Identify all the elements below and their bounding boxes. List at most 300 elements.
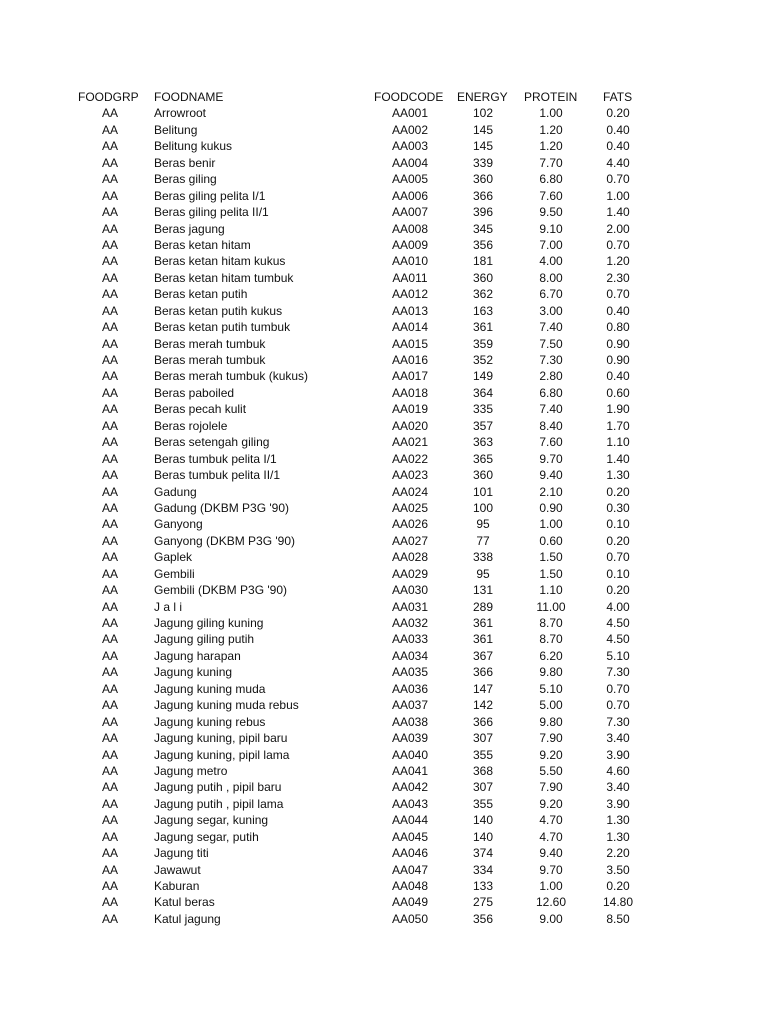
cell-protein: 9.80 xyxy=(539,665,563,680)
cell-fats: 2.20 xyxy=(606,846,630,861)
cell-energy: 357 xyxy=(472,418,494,433)
cell-foodcode: AA025 xyxy=(391,500,429,515)
cell-foodcode: AA045 xyxy=(391,829,429,844)
cell-foodgrp: AA xyxy=(101,665,118,680)
cell-foodcode: AA020 xyxy=(391,418,429,433)
cell-protein: 7.90 xyxy=(539,731,563,746)
cell-foodcode: AA039 xyxy=(391,731,429,746)
table-row xyxy=(0,714,768,730)
cell-energy: 356 xyxy=(472,911,494,926)
cell-fats: 0.20 xyxy=(606,106,630,121)
cell-foodgrp: AA xyxy=(101,484,118,499)
cell-foodgrp: AA xyxy=(101,418,118,433)
table-row xyxy=(0,484,768,500)
cell-foodcode: AA014 xyxy=(391,320,429,335)
cell-foodcode: AA031 xyxy=(391,599,429,614)
cell-foodname: Belitung xyxy=(154,122,198,137)
cell-foodcode: AA048 xyxy=(391,879,429,893)
cell-foodgrp: AA xyxy=(101,205,118,220)
cell-energy: 352 xyxy=(472,353,494,367)
cell-foodgrp: AA xyxy=(101,385,118,400)
header-fats: FATS xyxy=(603,90,633,104)
cell-energy: 289 xyxy=(472,599,494,614)
cell-foodname: Jagung giling putih xyxy=(154,632,255,647)
cell-fats: 4.50 xyxy=(606,616,630,630)
cell-foodcode: AA043 xyxy=(391,796,429,811)
cell-fats: 4.40 xyxy=(606,155,630,170)
cell-fats: 0.70 xyxy=(606,237,630,252)
cell-foodgrp: AA xyxy=(101,796,118,811)
cell-foodgrp: AA xyxy=(101,829,118,844)
cell-foodgrp: AA xyxy=(101,500,118,515)
cell-fats: 7.30 xyxy=(606,714,630,729)
cell-foodgrp: AA xyxy=(101,813,118,828)
cell-foodcode: AA021 xyxy=(391,435,429,450)
cell-foodname: Jagung giling kuning xyxy=(154,616,264,630)
table-row xyxy=(0,911,768,927)
cell-energy: 360 xyxy=(472,468,494,483)
cell-foodcode: AA013 xyxy=(391,303,429,318)
cell-fats: 1.40 xyxy=(606,205,630,220)
food-composition-table xyxy=(0,89,768,927)
table-row xyxy=(0,418,768,434)
cell-energy: 338 xyxy=(472,550,494,565)
cell-fats: 3.90 xyxy=(606,796,630,811)
cell-foodcode: AA010 xyxy=(391,254,429,269)
cell-protein: 6.80 xyxy=(539,172,563,187)
cell-foodcode: AA004 xyxy=(391,155,429,170)
cell-energy: 360 xyxy=(472,270,494,285)
cell-protein: 1.20 xyxy=(539,139,563,154)
cell-foodname: Jagung harapan xyxy=(154,648,241,663)
cell-foodname: Gembili xyxy=(154,566,195,581)
cell-foodname: Arrowroot xyxy=(154,106,207,121)
cell-foodname: Jagung kuning muda rebus xyxy=(154,698,299,713)
cell-foodname: Katul jagung xyxy=(154,911,221,926)
cell-energy: 95 xyxy=(476,566,490,581)
cell-foodname: Jagung titi xyxy=(154,846,209,861)
table-row xyxy=(0,730,768,746)
cell-energy: 102 xyxy=(472,106,494,121)
cell-foodname: Gadung (DKBM P3G '90) xyxy=(154,500,290,515)
cell-fats: 0.90 xyxy=(606,353,630,367)
cell-foodgrp: AA xyxy=(101,714,118,729)
cell-foodgrp: AA xyxy=(101,698,118,713)
cell-energy: 145 xyxy=(472,122,494,137)
cell-fats: 2.30 xyxy=(606,270,630,285)
table-row xyxy=(0,894,768,910)
cell-foodname: Beras tumbuk pelita I/1 xyxy=(154,451,277,466)
cell-foodcode: AA018 xyxy=(391,385,429,400)
table-row xyxy=(0,401,768,417)
cell-protein: 7.60 xyxy=(539,188,563,203)
table-row xyxy=(0,368,768,384)
cell-fats: 3.40 xyxy=(606,731,630,746)
cell-protein: 4.70 xyxy=(539,829,563,844)
cell-foodgrp: AA xyxy=(101,254,118,269)
cell-foodname: Jagung kuning muda xyxy=(154,681,266,696)
cell-protein: 8.70 xyxy=(539,616,563,630)
table-row xyxy=(0,467,768,483)
cell-fats: 0.70 xyxy=(606,287,630,302)
cell-fats: 0.80 xyxy=(606,320,630,335)
cell-fats: 0.90 xyxy=(606,336,630,351)
cell-energy: 368 xyxy=(472,763,494,778)
cell-foodcode: AA029 xyxy=(391,566,429,581)
cell-foodgrp: AA xyxy=(101,632,118,647)
cell-foodname: Jagung kuning xyxy=(154,665,233,680)
cell-fats: 0.40 xyxy=(606,139,630,154)
cell-protein: 1.20 xyxy=(539,122,563,137)
cell-foodcode: AA012 xyxy=(391,287,429,302)
cell-protein: 9.70 xyxy=(539,451,563,466)
cell-foodcode: AA027 xyxy=(391,533,429,548)
cell-foodgrp: AA xyxy=(101,763,118,778)
cell-foodname: Jagung putih , pipil baru xyxy=(154,780,282,795)
table-row xyxy=(0,155,768,171)
cell-foodgrp: AA xyxy=(101,566,118,581)
cell-fats: 1.10 xyxy=(606,435,630,450)
cell-foodname: Beras giling pelita I/1 xyxy=(154,188,266,203)
cell-protein: 1.50 xyxy=(539,550,563,565)
cell-energy: 361 xyxy=(472,632,494,647)
cell-protein: 7.50 xyxy=(539,336,563,351)
cell-foodgrp: AA xyxy=(101,336,118,351)
table-row xyxy=(0,237,768,253)
cell-foodgrp: AA xyxy=(101,895,118,910)
cell-fats: 4.50 xyxy=(606,632,630,647)
table-row xyxy=(0,566,768,582)
cell-fats: 4.60 xyxy=(606,763,630,778)
cell-fats: 0.70 xyxy=(606,698,630,713)
table-row xyxy=(0,779,768,795)
cell-energy: 366 xyxy=(472,665,494,680)
table-row xyxy=(0,270,768,286)
cell-foodcode: AA026 xyxy=(391,517,429,532)
cell-protein: 7.70 xyxy=(539,155,563,170)
cell-energy: 366 xyxy=(472,714,494,729)
cell-energy: 362 xyxy=(472,287,494,302)
cell-foodname: Beras jagung xyxy=(154,221,225,236)
cell-foodgrp: AA xyxy=(101,468,118,483)
cell-protein: 1.10 xyxy=(539,583,563,598)
cell-foodcode: AA047 xyxy=(391,862,429,877)
cell-foodgrp: AA xyxy=(101,616,118,630)
cell-foodcode: AA005 xyxy=(391,172,429,187)
cell-foodcode: AA002 xyxy=(391,122,429,137)
cell-energy: 355 xyxy=(472,747,494,762)
table-row xyxy=(0,188,768,204)
cell-fats: 0.10 xyxy=(606,566,630,581)
cell-energy: 145 xyxy=(472,139,494,154)
cell-protein: 3.00 xyxy=(539,303,563,318)
table-row xyxy=(0,648,768,664)
cell-foodgrp: AA xyxy=(101,747,118,762)
cell-energy: 374 xyxy=(472,846,494,861)
cell-energy: 307 xyxy=(472,731,494,746)
cell-foodname: Ganyong xyxy=(154,517,203,532)
cell-foodname: Beras pecah kulit xyxy=(154,402,247,417)
cell-foodname: Kaburan xyxy=(154,879,200,893)
cell-fats: 0.20 xyxy=(606,484,630,499)
cell-foodcode: AA008 xyxy=(391,221,429,236)
cell-energy: 365 xyxy=(472,451,494,466)
cell-foodgrp: AA xyxy=(101,599,118,614)
cell-foodname: Jagung segar, putih xyxy=(154,829,259,844)
cell-foodgrp: AA xyxy=(101,681,118,696)
cell-protein: 7.00 xyxy=(539,237,563,252)
cell-foodgrp: AA xyxy=(101,550,118,565)
cell-energy: 77 xyxy=(476,533,490,548)
cell-foodgrp: AA xyxy=(101,139,118,154)
cell-foodgrp: AA xyxy=(101,188,118,203)
cell-energy: 181 xyxy=(472,254,494,269)
header-foodname: FOODNAME xyxy=(154,90,224,104)
cell-energy: 366 xyxy=(472,188,494,203)
cell-foodname: Jagung putih , pipil lama xyxy=(154,796,284,811)
cell-energy: 163 xyxy=(472,303,494,318)
cell-protein: 9.20 xyxy=(539,796,563,811)
cell-energy: 101 xyxy=(472,484,494,499)
cell-foodgrp: AA xyxy=(101,731,118,746)
cell-foodcode: AA011 xyxy=(392,270,428,285)
table-row xyxy=(0,549,768,565)
cell-foodname: Beras ketan putih tumbuk xyxy=(154,320,291,335)
table-row xyxy=(0,697,768,713)
cell-foodname: Beras benir xyxy=(154,155,216,170)
cell-foodname: Katul beras xyxy=(154,895,215,910)
cell-protein: 9.80 xyxy=(539,714,563,729)
table-row xyxy=(0,599,768,615)
cell-fats: 7.30 xyxy=(606,665,630,680)
cell-protein: 9.10 xyxy=(539,221,563,236)
cell-foodgrp: AA xyxy=(101,270,118,285)
cell-energy: 149 xyxy=(472,369,494,384)
table-row xyxy=(0,878,768,894)
cell-energy: 356 xyxy=(472,237,494,252)
table-row xyxy=(0,221,768,237)
cell-energy: 131 xyxy=(472,583,494,598)
cell-fats: 0.60 xyxy=(606,385,630,400)
table-row xyxy=(0,138,768,154)
cell-energy: 361 xyxy=(472,616,494,630)
table-row xyxy=(0,582,768,598)
table-row xyxy=(0,319,768,335)
cell-fats: 0.40 xyxy=(606,303,630,318)
header-protein: PROTEIN xyxy=(524,90,578,104)
cell-fats: 14.80 xyxy=(602,895,634,910)
cell-foodname: Beras giling pelita II/1 xyxy=(154,205,269,220)
cell-protein: 8.40 xyxy=(539,418,563,433)
cell-foodcode: AA033 xyxy=(391,632,429,647)
cell-fats: 3.40 xyxy=(606,780,630,795)
cell-foodcode: AA003 xyxy=(391,139,429,154)
table-row xyxy=(0,845,768,861)
cell-fats: 0.70 xyxy=(606,681,630,696)
cell-foodcode: AA023 xyxy=(391,468,429,483)
cell-foodcode: AA009 xyxy=(391,237,429,252)
cell-foodgrp: AA xyxy=(101,353,118,367)
cell-energy: 355 xyxy=(472,796,494,811)
cell-protein: 9.40 xyxy=(539,846,563,861)
cell-foodname: Beras tumbuk pelita II/1 xyxy=(154,468,281,483)
cell-fats: 1.40 xyxy=(606,451,630,466)
cell-fats: 5.10 xyxy=(606,648,630,663)
cell-protein: 1.00 xyxy=(539,517,563,532)
cell-foodgrp: AA xyxy=(101,237,118,252)
cell-fats: 1.30 xyxy=(606,829,630,844)
cell-protein: 9.20 xyxy=(539,747,563,762)
cell-foodname: Gaplek xyxy=(154,550,193,565)
table-row xyxy=(0,862,768,878)
cell-fats: 0.20 xyxy=(606,879,630,893)
cell-energy: 363 xyxy=(472,435,494,450)
cell-energy: 339 xyxy=(472,155,494,170)
cell-foodcode: AA050 xyxy=(391,911,429,926)
table-row xyxy=(0,253,768,269)
cell-protein: 7.60 xyxy=(539,435,563,450)
cell-protein: 0.90 xyxy=(539,500,563,515)
cell-foodgrp: AA xyxy=(101,106,118,121)
cell-protein: 6.20 xyxy=(539,648,563,663)
cell-energy: 275 xyxy=(472,895,494,910)
cell-protein: 1.00 xyxy=(539,106,563,121)
cell-foodgrp: AA xyxy=(101,583,118,598)
cell-energy: 359 xyxy=(472,336,494,351)
cell-foodname: Beras paboiled xyxy=(154,385,235,400)
cell-foodgrp: AA xyxy=(101,517,118,532)
table-row xyxy=(0,747,768,763)
cell-fats: 0.20 xyxy=(606,583,630,598)
cell-energy: 334 xyxy=(472,862,494,877)
cell-energy: 142 xyxy=(472,698,494,713)
cell-fats: 1.30 xyxy=(606,813,630,828)
cell-foodcode: AA024 xyxy=(391,484,429,499)
cell-fats: 1.70 xyxy=(606,418,630,433)
cell-foodname: Beras ketan hitam tumbuk xyxy=(154,270,294,285)
cell-foodgrp: AA xyxy=(101,911,118,926)
cell-protein: 1.50 xyxy=(539,566,563,581)
cell-foodcode: AA032 xyxy=(391,616,429,630)
cell-foodname: Beras ketan hitam kukus xyxy=(154,254,286,269)
table-row xyxy=(0,664,768,680)
cell-foodname: Jawawut xyxy=(154,862,201,877)
cell-foodcode: AA019 xyxy=(391,402,429,417)
cell-foodname: Belitung kukus xyxy=(154,139,233,154)
cell-protein: 9.40 xyxy=(539,468,563,483)
cell-energy: 140 xyxy=(472,813,494,828)
cell-protein: 4.00 xyxy=(539,254,563,269)
table-row xyxy=(0,451,768,467)
cell-protein: 7.40 xyxy=(539,402,563,417)
cell-energy: 307 xyxy=(472,780,494,795)
cell-foodname: Beras merah tumbuk (kukus) xyxy=(154,369,309,384)
cell-foodcode: AA044 xyxy=(391,813,429,828)
cell-foodname: Gembili (DKBM P3G '90) xyxy=(154,583,287,598)
cell-foodname: Jagung metro xyxy=(154,763,228,778)
cell-energy: 100 xyxy=(472,500,494,515)
cell-energy: 364 xyxy=(472,385,494,400)
cell-foodname: Beras merah tumbuk xyxy=(154,353,266,367)
cell-protein: 8.70 xyxy=(539,632,563,647)
cell-energy: 95 xyxy=(476,517,490,532)
cell-protein: 8.00 xyxy=(539,270,563,285)
cell-protein: 5.10 xyxy=(539,681,563,696)
cell-foodgrp: AA xyxy=(101,451,118,466)
cell-fats: 0.10 xyxy=(606,517,630,532)
cell-foodcode: AA035 xyxy=(391,665,429,680)
cell-protein: 9.70 xyxy=(539,862,563,877)
cell-protein: 5.00 xyxy=(539,698,563,713)
header-foodgrp: FOODGRP xyxy=(78,90,139,104)
cell-fats: 0.70 xyxy=(606,172,630,187)
cell-foodcode: AA042 xyxy=(391,780,429,795)
header-foodcode: FOODCODE xyxy=(374,90,444,104)
cell-fats: 4.00 xyxy=(606,599,630,614)
table-row xyxy=(0,122,768,138)
cell-foodgrp: AA xyxy=(101,533,118,548)
table-row xyxy=(0,204,768,220)
table-body xyxy=(0,105,768,927)
table-row xyxy=(0,303,768,319)
table-row xyxy=(0,763,768,779)
cell-foodcode: AA037 xyxy=(391,698,429,713)
cell-foodgrp: AA xyxy=(101,862,118,877)
cell-foodgrp: AA xyxy=(101,780,118,795)
cell-protein: 6.80 xyxy=(539,385,563,400)
cell-protein: 5.50 xyxy=(539,763,563,778)
table-row xyxy=(0,516,768,532)
cell-foodcode: AA046 xyxy=(391,846,429,861)
cell-energy: 133 xyxy=(472,879,494,893)
cell-fats: 1.30 xyxy=(606,468,630,483)
cell-foodgrp: AA xyxy=(101,221,118,236)
table-row xyxy=(0,796,768,812)
cell-foodcode: AA049 xyxy=(391,895,429,910)
cell-foodcode: AA022 xyxy=(391,451,429,466)
cell-fats: 0.40 xyxy=(606,369,630,384)
cell-protein: 0.60 xyxy=(539,533,563,548)
cell-foodname: Beras setengah giling xyxy=(154,435,270,450)
cell-foodname: J a l i xyxy=(154,599,183,614)
cell-foodgrp: AA xyxy=(101,172,118,187)
cell-foodgrp: AA xyxy=(101,320,118,335)
cell-protein: 2.80 xyxy=(539,369,563,384)
table-row xyxy=(0,681,768,697)
cell-foodcode: AA007 xyxy=(391,205,429,220)
cell-foodgrp: AA xyxy=(101,648,118,663)
table-row xyxy=(0,105,768,121)
cell-protein: 6.70 xyxy=(539,287,563,302)
cell-foodname: Ganyong (DKBM P3G '90) xyxy=(154,533,296,548)
cell-fats: 0.20 xyxy=(606,533,630,548)
cell-fats: 1.20 xyxy=(606,254,630,269)
cell-fats: 0.40 xyxy=(606,122,630,137)
cell-foodcode: AA017 xyxy=(391,369,429,384)
table-header-row xyxy=(0,89,768,105)
table-row xyxy=(0,385,768,401)
table-row xyxy=(0,171,768,187)
cell-foodcode: AA001 xyxy=(391,106,429,121)
cell-foodgrp: AA xyxy=(101,155,118,170)
cell-fats: 8.50 xyxy=(606,911,630,926)
cell-foodgrp: AA xyxy=(101,402,118,417)
cell-foodcode: AA015 xyxy=(391,336,429,351)
cell-foodname: Jagung segar, kuning xyxy=(154,813,269,828)
cell-foodcode: AA028 xyxy=(391,550,429,565)
cell-energy: 396 xyxy=(472,205,494,220)
table-row xyxy=(0,352,768,368)
